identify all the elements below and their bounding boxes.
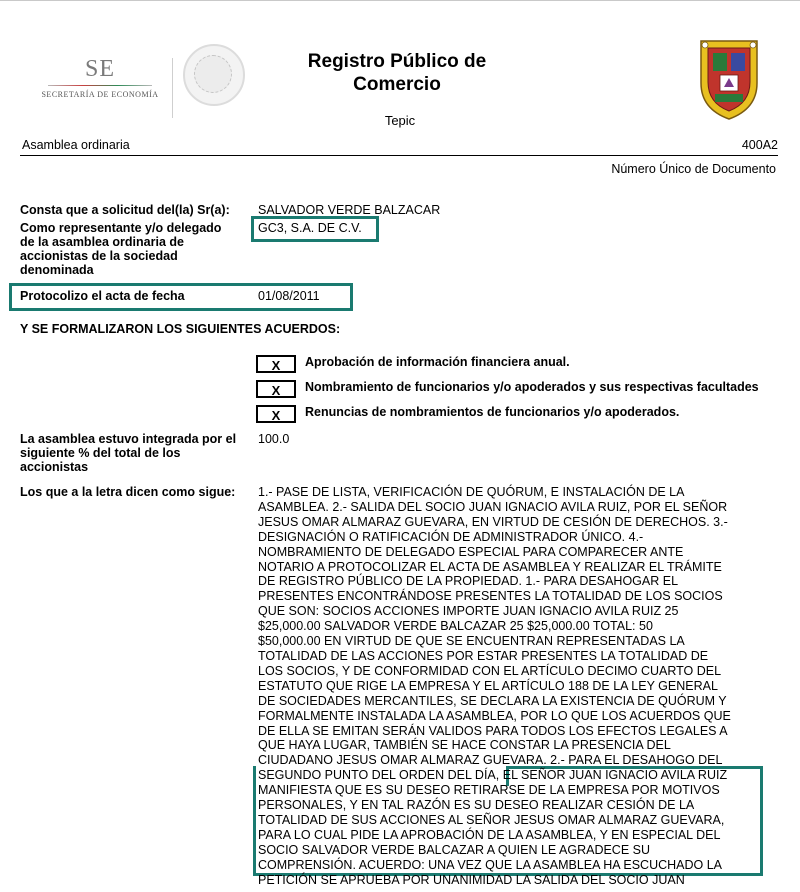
top-rule [0,0,800,1]
letra-label: Los que a la letra dicen como sigue: [20,485,236,499]
acta-line: DE SOCIEDADES MERCANTILES, SE DECLARA LA EXISTENCIA DE QUÓRUM Y [258,693,727,708]
checkbox-nombramiento-label: Nombramiento de funcionarios y/o apoderados y sus respectivas facultades [305,380,759,394]
city-name: Tepic [384,113,416,128]
seal-eagle-emblem [194,55,232,93]
representante-label-line-2: de la asamblea ordinaria de [20,235,184,249]
protocolizo-label: Protocolizo el acta de fecha [20,289,185,303]
acta-line: $25,000.00 SALVADOR VERDE BALCAZAR 25 $25,000.00 TOTAL: 50 [258,619,653,634]
acta-line: PARA LO CUAL PIDE LA APROBACIÓN DE LA ASAMBLEA, Y EN ESPECIAL DEL [258,827,721,842]
acta-line-part: SEGUNDO PUNTO DEL ORDEN DEL DÍA, [258,768,503,783]
integrada-label-line-3: accionistas [20,460,89,474]
integrada-value: 100.0 [258,432,290,446]
se-logo-name: SECRETARÍA DE ECONOMÍA [41,90,159,99]
acta-line: PERSONALES, Y EN TAL RAZÓN ES SU DESEO REALIZAR CESIÓN DE LA [258,798,695,813]
se-logo-underline [48,85,152,86]
integrada-label [20,432,236,474]
acta-line-split [258,768,770,783]
checkbox-financiera: X [256,355,296,373]
document-title [280,50,514,96]
checkbox-financiera-label: Aprobación de información financiera anual. [305,355,570,369]
secretaria-economia-logo [40,56,160,99]
solicitante-value: SALVADOR VERDE BALZACAR [258,203,441,217]
representante-value: GC3, S.A. DE C.V. [258,221,362,235]
section-code: 400A2 [741,138,778,152]
acta-line: NOTARIO A PROTOCOLIZAR EL ACTA DE ASAMBLEA Y REALIZAR EL TRÁMITE [258,559,722,574]
national-seal-icon [183,44,245,106]
acta-line: TOTALIDAD DE SUS ACCIONES AL SEÑOR JESUS OMAR ALMARAZ GUEVARA, [258,812,725,827]
acta-line: QUE SON: SOCIOS ACCIONES IMPORTE JUAN IGNACIO AVILA RUIZ 25 [258,604,679,619]
checkbox-renuncias-label: Renuncias de nombramientos de funcionarios y/o apoderados. [305,405,680,419]
acta-line: CIUDADANO JESUS OMAR ALMARAZ GUEVARA. 2.- PARA EL DESAHOGO DEL [258,753,723,768]
integrada-label-line-2: siguiente % del total de los [20,446,181,460]
acta-line: ESTATUTO QUE RIGE LA EMPRESA Y EL ARTÍCULO 188 DE LA LEY GENERAL [258,678,718,693]
checkbox-nombramiento: X [256,380,296,398]
acta-line: 1.- PASE DE LISTA, VERIFICACIÓN DE QUÓRUM, E INSTALACIÓN DE LA [258,485,685,499]
acta-line: FORMALMENTE INSTALADA LA ASAMBLEA, POR LO QUE LOS ACUERDOS QUE [258,708,731,723]
acta-text [258,485,770,887]
state-coat-of-arms-icon [695,37,763,121]
acta-line: QUE HAYA LUGAR, TAMBIÉN SE HACE CONSTAR LA PRESENCIA DEL [258,738,671,753]
acta-line-part-highlighted: EL SEÑOR JUAN IGNACIO AVILA RUIZ [502,768,728,783]
acta-line: NOMBRAMIENTO DE DELEGADO ESPECIAL PARA COMPARECER ANTE [258,544,684,559]
representante-label [20,221,221,277]
document-number-label: Número Único de Documento [611,162,776,176]
acta-line: DE REGISTRO PÚBLICO DE LA PROPIEDAD. 1.- PARA DESAHOGAR EL [258,574,679,589]
acta-line: JESUS OMAR ALMARAZ GUEVARA, EN VIRTUD DE CESIÓN DE DERECHOS. 3.- [258,514,728,529]
acta-line: SOCIO SALVADOR VERDE BALCAZAR A QUIEN LE AGRADECE SU [258,842,651,857]
integrada-label-line-1: La asamblea estuvo integrada por el [20,432,237,446]
acta-line: DE ELLA SE EMITAN SERÁN VALIDOS PARA TODOS LOS EFECTOS LEGALES A [258,723,728,738]
acta-line: LOS SOCIOS, Y DE CONFORMIDAD CON EL ARTÍCULO DECIMO CUARTO DEL [258,663,722,678]
acuerdos-heading: Y SE FORMALIZARON LOS SIGUIENTES ACUERDOS: [20,322,341,336]
section-name: Asamblea ordinaria [22,138,130,152]
checkbox-renuncias: X [256,405,296,423]
representante-label-line-4: denominada [20,263,94,277]
acta-line: DESIGNACIÓN O RATIFICACIÓN DE ADMINISTRADOR ÚNICO. 4.- [258,529,644,544]
protocolizo-value: 01/08/2011 [258,289,320,303]
acta-line: PRESENTES ENCONTRÁNDOSE PRESENTES LA TOTALIDAD DE LOS SOCIOS [258,589,723,604]
solicitante-label: Consta que a solicitud del(la) Sr(a): [20,203,230,217]
representante-label-line-3: accionistas de la sociedad [20,249,178,263]
acta-line: ASAMBLEA. 2.- SALIDA DEL SOCIO JUAN IGNACIO AVILA RUIZ, POR EL SEÑOR [258,499,728,514]
acta-line: COMPRENSIÓN. ACUERDO: UNA VEZ QUE LA ASAMBLEA HA ESCUCHADO LA [258,857,723,872]
acta-line: TOTALIDAD DE LAS ACCIONES POR ESTAR PRESENTES LA TOTALIDAD DE [258,648,709,663]
title-line-1: Registro Público de [307,51,487,72]
section-divider [20,155,778,156]
logo-divider [172,58,173,118]
title-line-2: Comercio [353,74,441,95]
acta-line: $50,000.00 EN VIRTUD DE QUE SE ENCUENTRAN REPRESENTADAS LA [258,634,685,649]
se-logo-abbr: SE [84,56,115,82]
representante-label-line-1: Como representante y/o delegado [20,221,222,235]
acta-line: PETICIÓN SE APRUEBA POR UNANIMIDAD LA SALIDA DEL SOCIO JUAN [258,872,685,887]
acta-line: MANIFIESTA QUE ES SU DESEO RETIRARSE DE LA EMPRESA POR MOTIVOS [258,783,720,798]
